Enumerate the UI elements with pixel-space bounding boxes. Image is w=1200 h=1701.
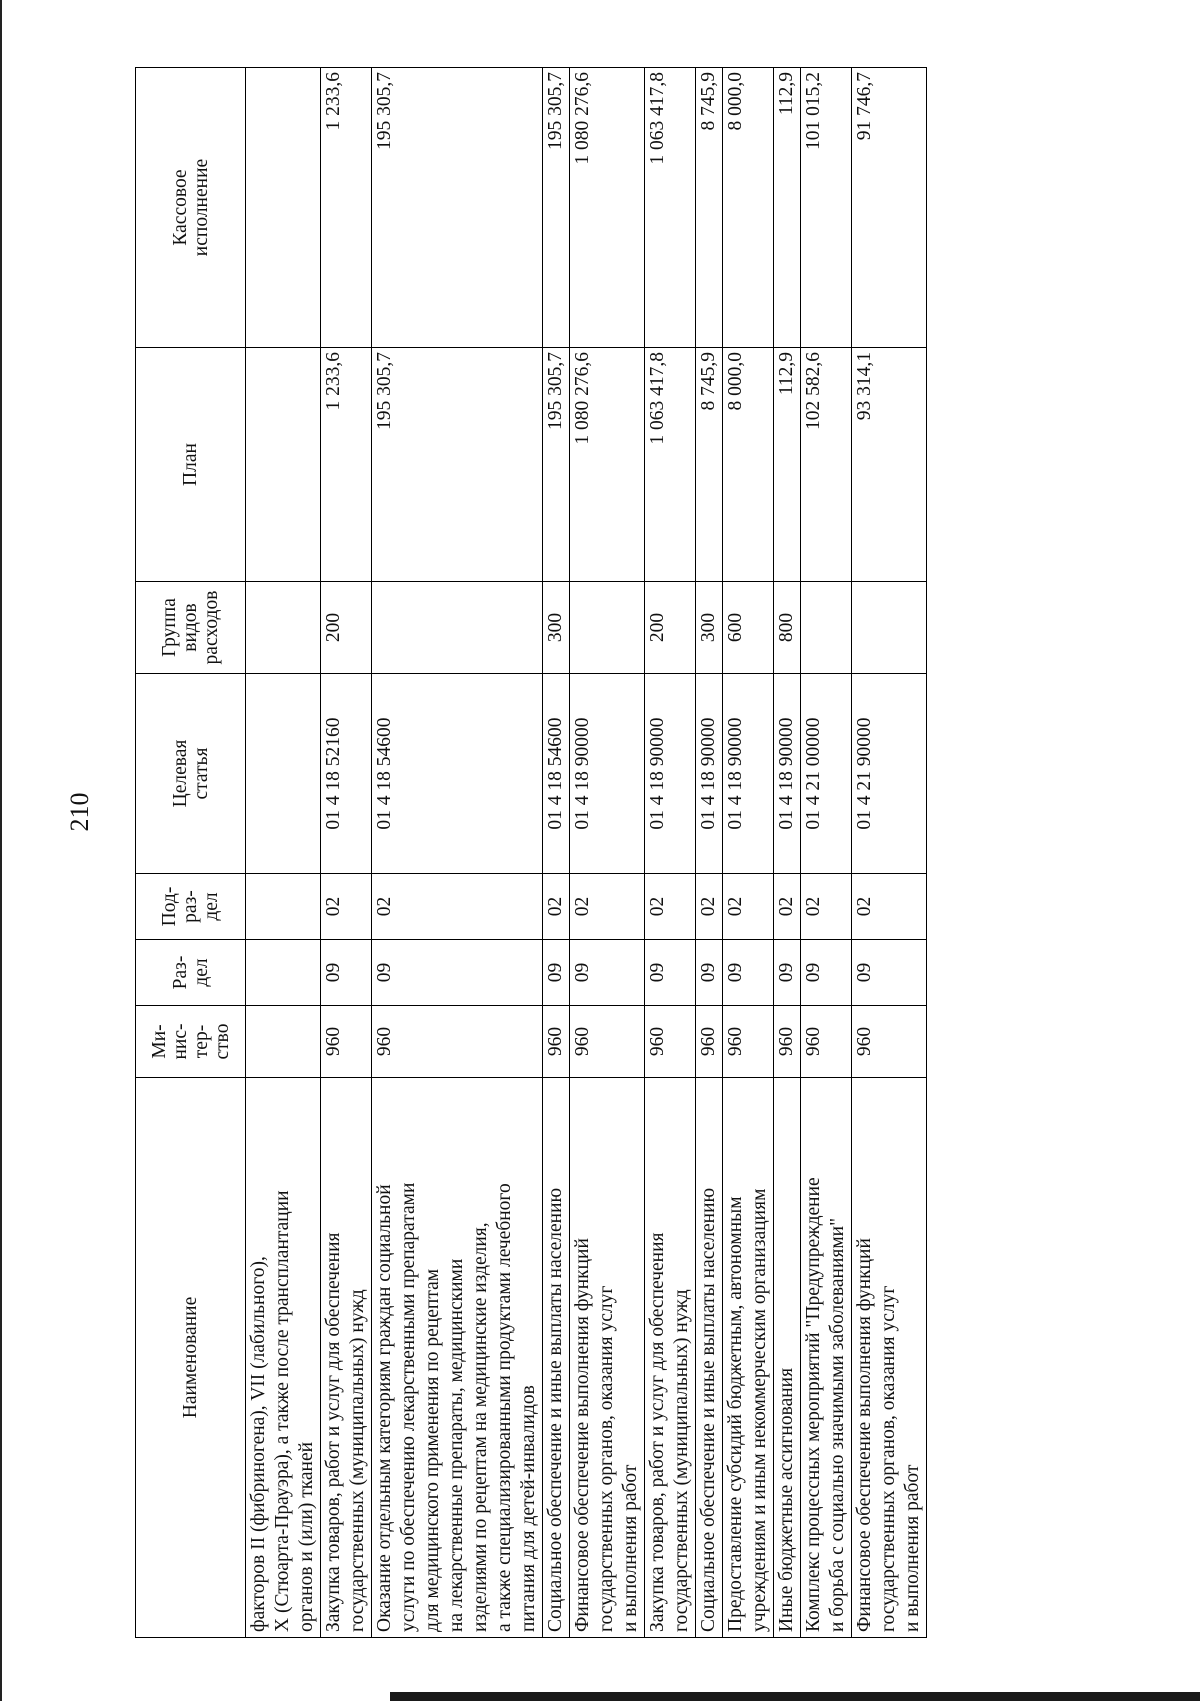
cell-target: 01 4 21 90000 [852,674,927,874]
cell-group: 300 [543,582,570,674]
header-section: Раз- дел [136,940,246,1006]
table-row [696,68,723,1638]
cell-group [852,582,927,674]
cell-name: Оказание отдельным категориям граждан социальной услуги по обеспечению лекарственными препаратами для медицинского применения по рецептам на лекарственные препараты, медицинскими изделиями по рецептам на медицинские изделия, а также специализированными продуктами лечебного питания для детей-инвалидов [372,1078,543,1638]
cell-section: 09 [321,940,372,1006]
table-row [645,68,696,1638]
cell-section: 09 [774,940,801,1006]
cell-name: Комплекс процессных мероприятий "Предупреждение и борьба с социально значимыми заболеваниями" [801,1078,852,1638]
cell-target: 01 4 18 54600 [372,674,543,874]
cell-ministry: 960 [723,1006,774,1078]
cell-subsection: 02 [321,874,372,940]
cell-target: 01 4 18 90000 [645,674,696,874]
cell-plan: 195 305,7 [543,348,570,582]
cell-section [246,940,321,1006]
header-name: Наименование [136,1078,246,1638]
cell-target: 01 4 21 00000 [801,674,852,874]
cell-plan: 8 000,0 [723,348,774,582]
cell-name: Финансовое обеспечение выполнения функций государственных органов, оказания услуг и выполнения работ [570,1078,645,1638]
cell-subsection: 02 [723,874,774,940]
cell-section: 09 [801,940,852,1006]
cell-group: 300 [696,582,723,674]
cell-subsection: 02 [774,874,801,940]
table-row [570,68,645,1638]
cell-cash: 8 000,0 [723,68,774,348]
cell-group: 200 [645,582,696,674]
cell-target: 01 4 18 90000 [570,674,645,874]
table-row [543,68,570,1638]
cell-cash: 195 305,7 [372,68,543,348]
cell-plan: 102 582,6 [801,348,852,582]
cell-section: 09 [543,940,570,1006]
table-row [774,68,801,1638]
header-ministry: Ми- нис- тер- ство [136,1006,246,1078]
table-row [372,68,543,1638]
scan-bottom-edge [390,1692,1200,1701]
cell-target: 01 4 18 90000 [696,674,723,874]
cell-plan: 1 080 276,6 [570,348,645,582]
header-subsection: Под- раз- дел [136,874,246,940]
header-cash: Кассовое исполнение [136,68,246,348]
header-target: Целевая статья [136,674,246,874]
cell-section: 09 [645,940,696,1006]
cell-group [372,582,543,674]
cell-ministry: 960 [321,1006,372,1078]
cell-name: Финансовое обеспечение выполнения функций государственных органов, оказания услуг и выполнения работ [852,1078,927,1638]
cell-group: 800 [774,582,801,674]
cell-cash: 8 745,9 [696,68,723,348]
cell-name: Закупка товаров, работ и услуг для обеспечения государственных (муниципальных) нужд [321,1078,372,1638]
cell-cash: 1 233,6 [321,68,372,348]
cell-section: 09 [570,940,645,1006]
budget-execution-table [135,67,927,1638]
cell-plan: 1 233,6 [321,348,372,582]
table-row [321,68,372,1638]
cell-ministry: 960 [372,1006,543,1078]
cell-group [801,582,852,674]
page-number: 210 [65,792,94,832]
cell-ministry: 960 [543,1006,570,1078]
cell-ministry [246,1006,321,1078]
cell-name: факторов II (фибриногена), VII (лабильного), X (Стюарта-Прауэра), а также после трансплантации органов и (или) тканей [246,1078,321,1638]
cell-plan: 195 305,7 [372,348,543,582]
table-row [852,68,927,1638]
cell-subsection [246,874,321,940]
rotated-budget-table-container [135,68,1071,1638]
cell-subsection: 02 [372,874,543,940]
cell-cash: 1 063 417,8 [645,68,696,348]
cell-target: 01 4 18 54600 [543,674,570,874]
cell-target: 01 4 18 90000 [774,674,801,874]
cell-cash: 195 305,7 [543,68,570,348]
cell-plan [246,348,321,582]
cell-group: 200 [321,582,372,674]
cell-name: Социальное обеспечение и иные выплаты населению [696,1078,723,1638]
cell-name: Предоставление субсидий бюджетным, автономным учреждениям и иным некоммерческим организациям [723,1078,774,1638]
header-group: Группа видов расходов [136,582,246,674]
cell-ministry: 960 [645,1006,696,1078]
cell-name: Социальное обеспечение и иные выплаты населению [543,1078,570,1638]
cell-group [570,582,645,674]
cell-plan: 8 745,9 [696,348,723,582]
table-row [801,68,852,1638]
table-header-row [136,68,246,1638]
cell-cash: 101 015,2 [801,68,852,348]
cell-group [246,582,321,674]
cell-subsection: 02 [570,874,645,940]
cell-section: 09 [723,940,774,1006]
cell-section: 09 [852,940,927,1006]
cell-section: 09 [372,940,543,1006]
cell-subsection: 02 [696,874,723,940]
cell-target [246,674,321,874]
cell-target: 01 4 18 52160 [321,674,372,874]
cell-cash: 1 080 276,6 [570,68,645,348]
cell-plan: 93 314,1 [852,348,927,582]
cell-subsection: 02 [801,874,852,940]
cell-cash [246,68,321,348]
cell-ministry: 960 [774,1006,801,1078]
table-row [723,68,774,1638]
cell-subsection: 02 [645,874,696,940]
cell-name: Закупка товаров, работ и услуг для обеспечения государственных (муниципальных) нужд [645,1078,696,1638]
header-plan: План [136,348,246,582]
cell-cash: 91 746,7 [852,68,927,348]
cell-ministry: 960 [696,1006,723,1078]
cell-group: 600 [723,582,774,674]
table-row [246,68,321,1638]
cell-ministry: 960 [570,1006,645,1078]
cell-name: Иные бюджетные ассигнования [774,1078,801,1638]
cell-subsection: 02 [543,874,570,940]
cell-plan: 1 063 417,8 [645,348,696,582]
cell-ministry: 960 [852,1006,927,1078]
cell-subsection: 02 [852,874,927,940]
scan-left-edge [0,0,2,1701]
cell-target: 01 4 18 90000 [723,674,774,874]
table-body [246,68,927,1638]
cell-plan: 112,9 [774,348,801,582]
cell-ministry: 960 [801,1006,852,1078]
cell-cash: 112,9 [774,68,801,348]
cell-section: 09 [696,940,723,1006]
